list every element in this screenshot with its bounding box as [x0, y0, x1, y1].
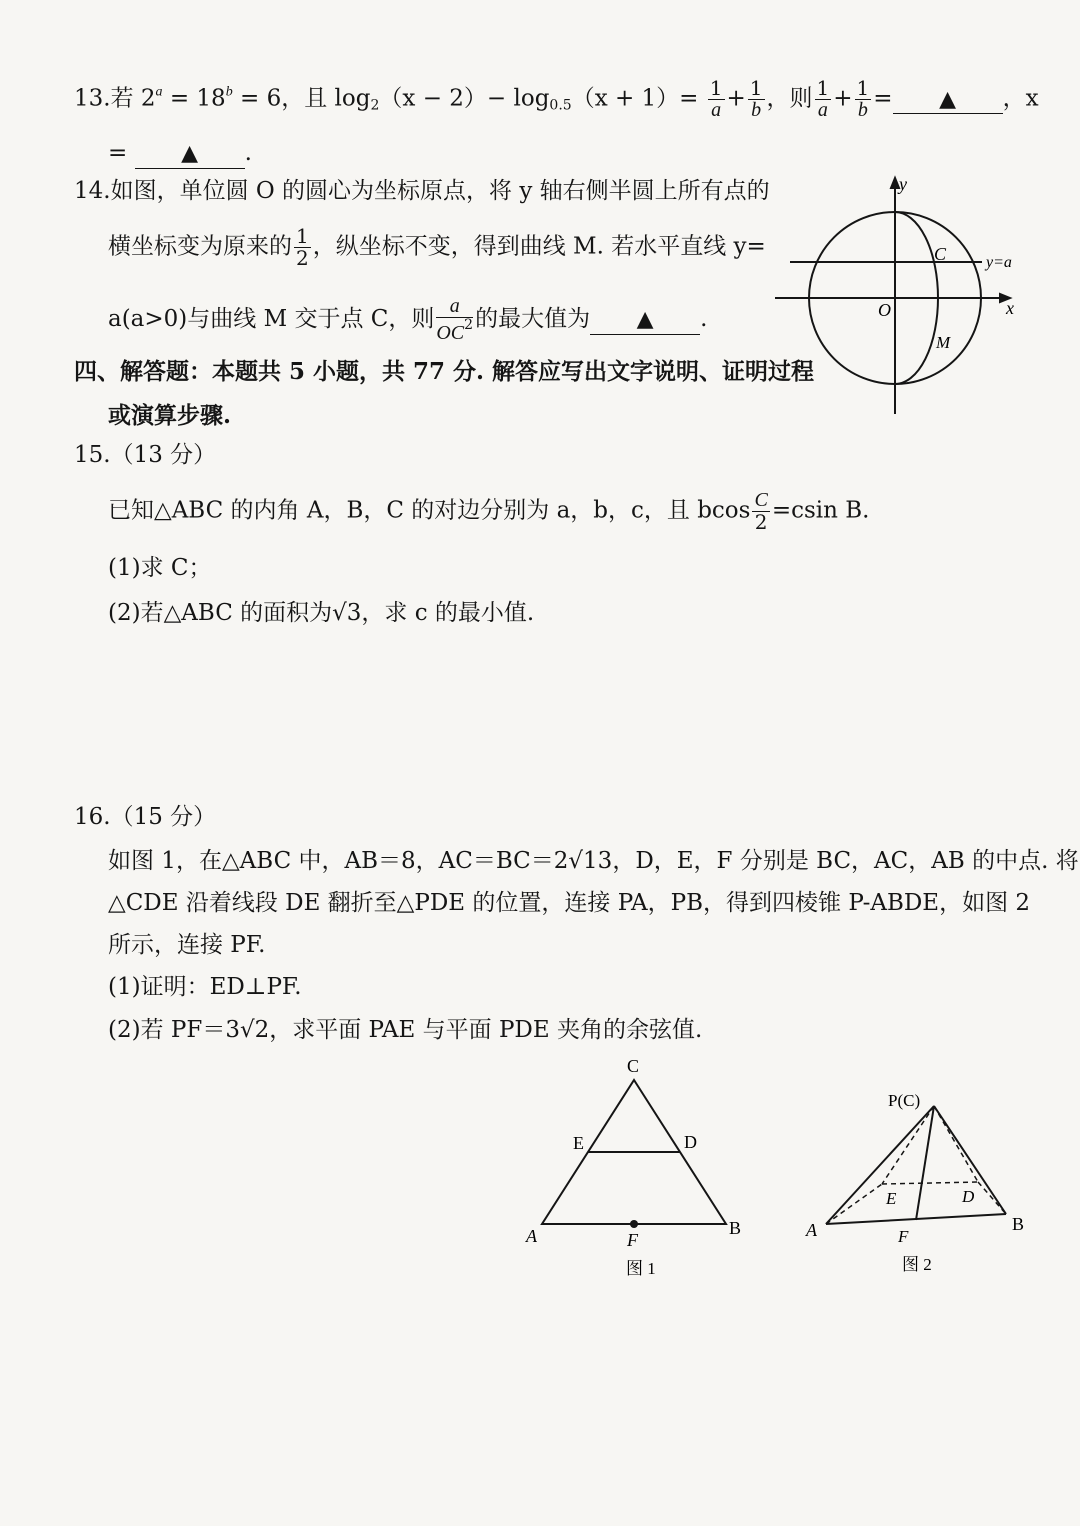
edge-pd — [934, 1106, 978, 1182]
frac-one-half: $\frac{1}{2}$ — [296, 224, 309, 270]
fig2-label-b: B — [1012, 1214, 1025, 1234]
section-heading: 四、解答题：本题共 5 小题，共 77 分. 解答应写出文字说明、证明过程 — [74, 358, 815, 385]
y-axis-arrow — [891, 178, 899, 188]
q13-line1: 13.若 $2^a = 18^b = 6$，且 $\log_2(x - 2)- \log_{0.5}(x + 1)=$ $\frac{1}{a}$ + $\frac{1}{b}$ ，则 $\frac{1}{a}$ + $\frac{1}{b}$ = ▲ ，x — [74, 76, 1039, 121]
fig2-label-p: P(C) — [888, 1091, 921, 1110]
fig2-label-a: A — [806, 1220, 817, 1240]
edge-db — [978, 1182, 1006, 1214]
frac-1-over-b-2: $\frac{1}{b}$ — [856, 76, 870, 121]
fig1-caption: 图 1 — [626, 1259, 656, 1278]
q16-header: 16.（15 分） — [74, 804, 217, 830]
q16-line3: 所示，连接 PF. — [108, 932, 266, 958]
q16-line2: △CDE 沿着线段 DE 翻折至△PDE 的位置，连接 PA，PB，得到四棱锥 P-ABDE，如图 2 — [108, 890, 1031, 916]
q14-line1: 14.如图，单位圆 O 的圆心为坐标原点，将 y 轴右侧半圆上所有点的 — [74, 178, 770, 204]
label-origin: O — [878, 300, 891, 320]
q13-answer-blank-2: ▲ — [135, 140, 245, 169]
frac-1-over-a: $\frac{1}{a}$ — [709, 76, 723, 121]
frac-1-over-b: $\frac{1}{b}$ — [749, 76, 763, 121]
figure-2 — [800, 1082, 1040, 1282]
fig1-label-a: A — [526, 1226, 537, 1246]
section-heading-line2: 或演算步骤. — [108, 402, 232, 429]
point-f — [630, 1220, 638, 1228]
label-y: y — [899, 174, 907, 194]
fig2-label-d: D — [962, 1187, 975, 1206]
label-point-c: C — [934, 244, 947, 264]
q16-line1: 如图 1，在△ABC 中，AB＝8，AC＝BC＝2√13，D，E，F 分别是 BC，AC，AB 的中点. 将 — [108, 848, 1079, 874]
fig1-label-b: B — [729, 1218, 742, 1238]
q13-line2: = ▲ . — [108, 140, 252, 169]
q16-part1: (1)证明：ED⊥PF. — [108, 974, 302, 1000]
fig1-label-c: C — [627, 1056, 640, 1076]
label-curve-m: M — [936, 333, 951, 352]
q13-answer-blank-1: ▲ — [893, 86, 1003, 115]
edge-pe — [882, 1106, 934, 1184]
fig1-label-e: E — [573, 1133, 584, 1153]
edge-ed — [882, 1182, 978, 1184]
fig2-caption: 图 2 — [902, 1255, 932, 1274]
q14-line3: a(a>0)与曲线 M 交于点 C，则 $\frac{a}{OC^2}$ 的最大值为 ▲ . — [108, 295, 708, 344]
q15-part1: (1)求 C； — [108, 555, 212, 581]
q15-stem: 已知△ABC 的内角 A，B，C 的对边分别为 a，b，c，且 bcos $\frac{C}{2}$ =csin B. — [108, 489, 870, 534]
q16-part2: (2)若 PF＝3√2，求平面 PAE 与平面 PDE 夹角的余弦值. — [108, 1017, 703, 1043]
frac-c-over-2: $\frac{C}{2}$ — [754, 489, 768, 534]
frac-a-over-oc2: $\frac{a}{OC^2}$ — [436, 295, 474, 344]
frac-1-over-a-2: $\frac{1}{a}$ — [816, 76, 830, 121]
q15-header: 15.（13 分） — [74, 442, 217, 468]
figure-1 — [520, 1052, 760, 1282]
label-x: x — [1006, 298, 1014, 318]
q14-line2: 横坐标变为原来的 $\frac{1}{2}$ ，纵坐标不变，得到曲线 M. 若水平直线 y= — [108, 224, 766, 270]
fig1-label-f: F — [627, 1230, 638, 1250]
edge-ae — [826, 1184, 882, 1224]
fig1-label-d: D — [684, 1132, 697, 1152]
q14-answer-blank: ▲ — [590, 306, 700, 335]
q15-part2: (2)若△ABC 的面积为√3，求 c 的最小值. — [108, 600, 535, 626]
label-y-equals-a: y=a — [986, 254, 1012, 271]
fig2-label-e: E — [886, 1189, 897, 1208]
unit-circle-figure — [770, 170, 1030, 420]
fig2-label-f: F — [898, 1227, 909, 1246]
